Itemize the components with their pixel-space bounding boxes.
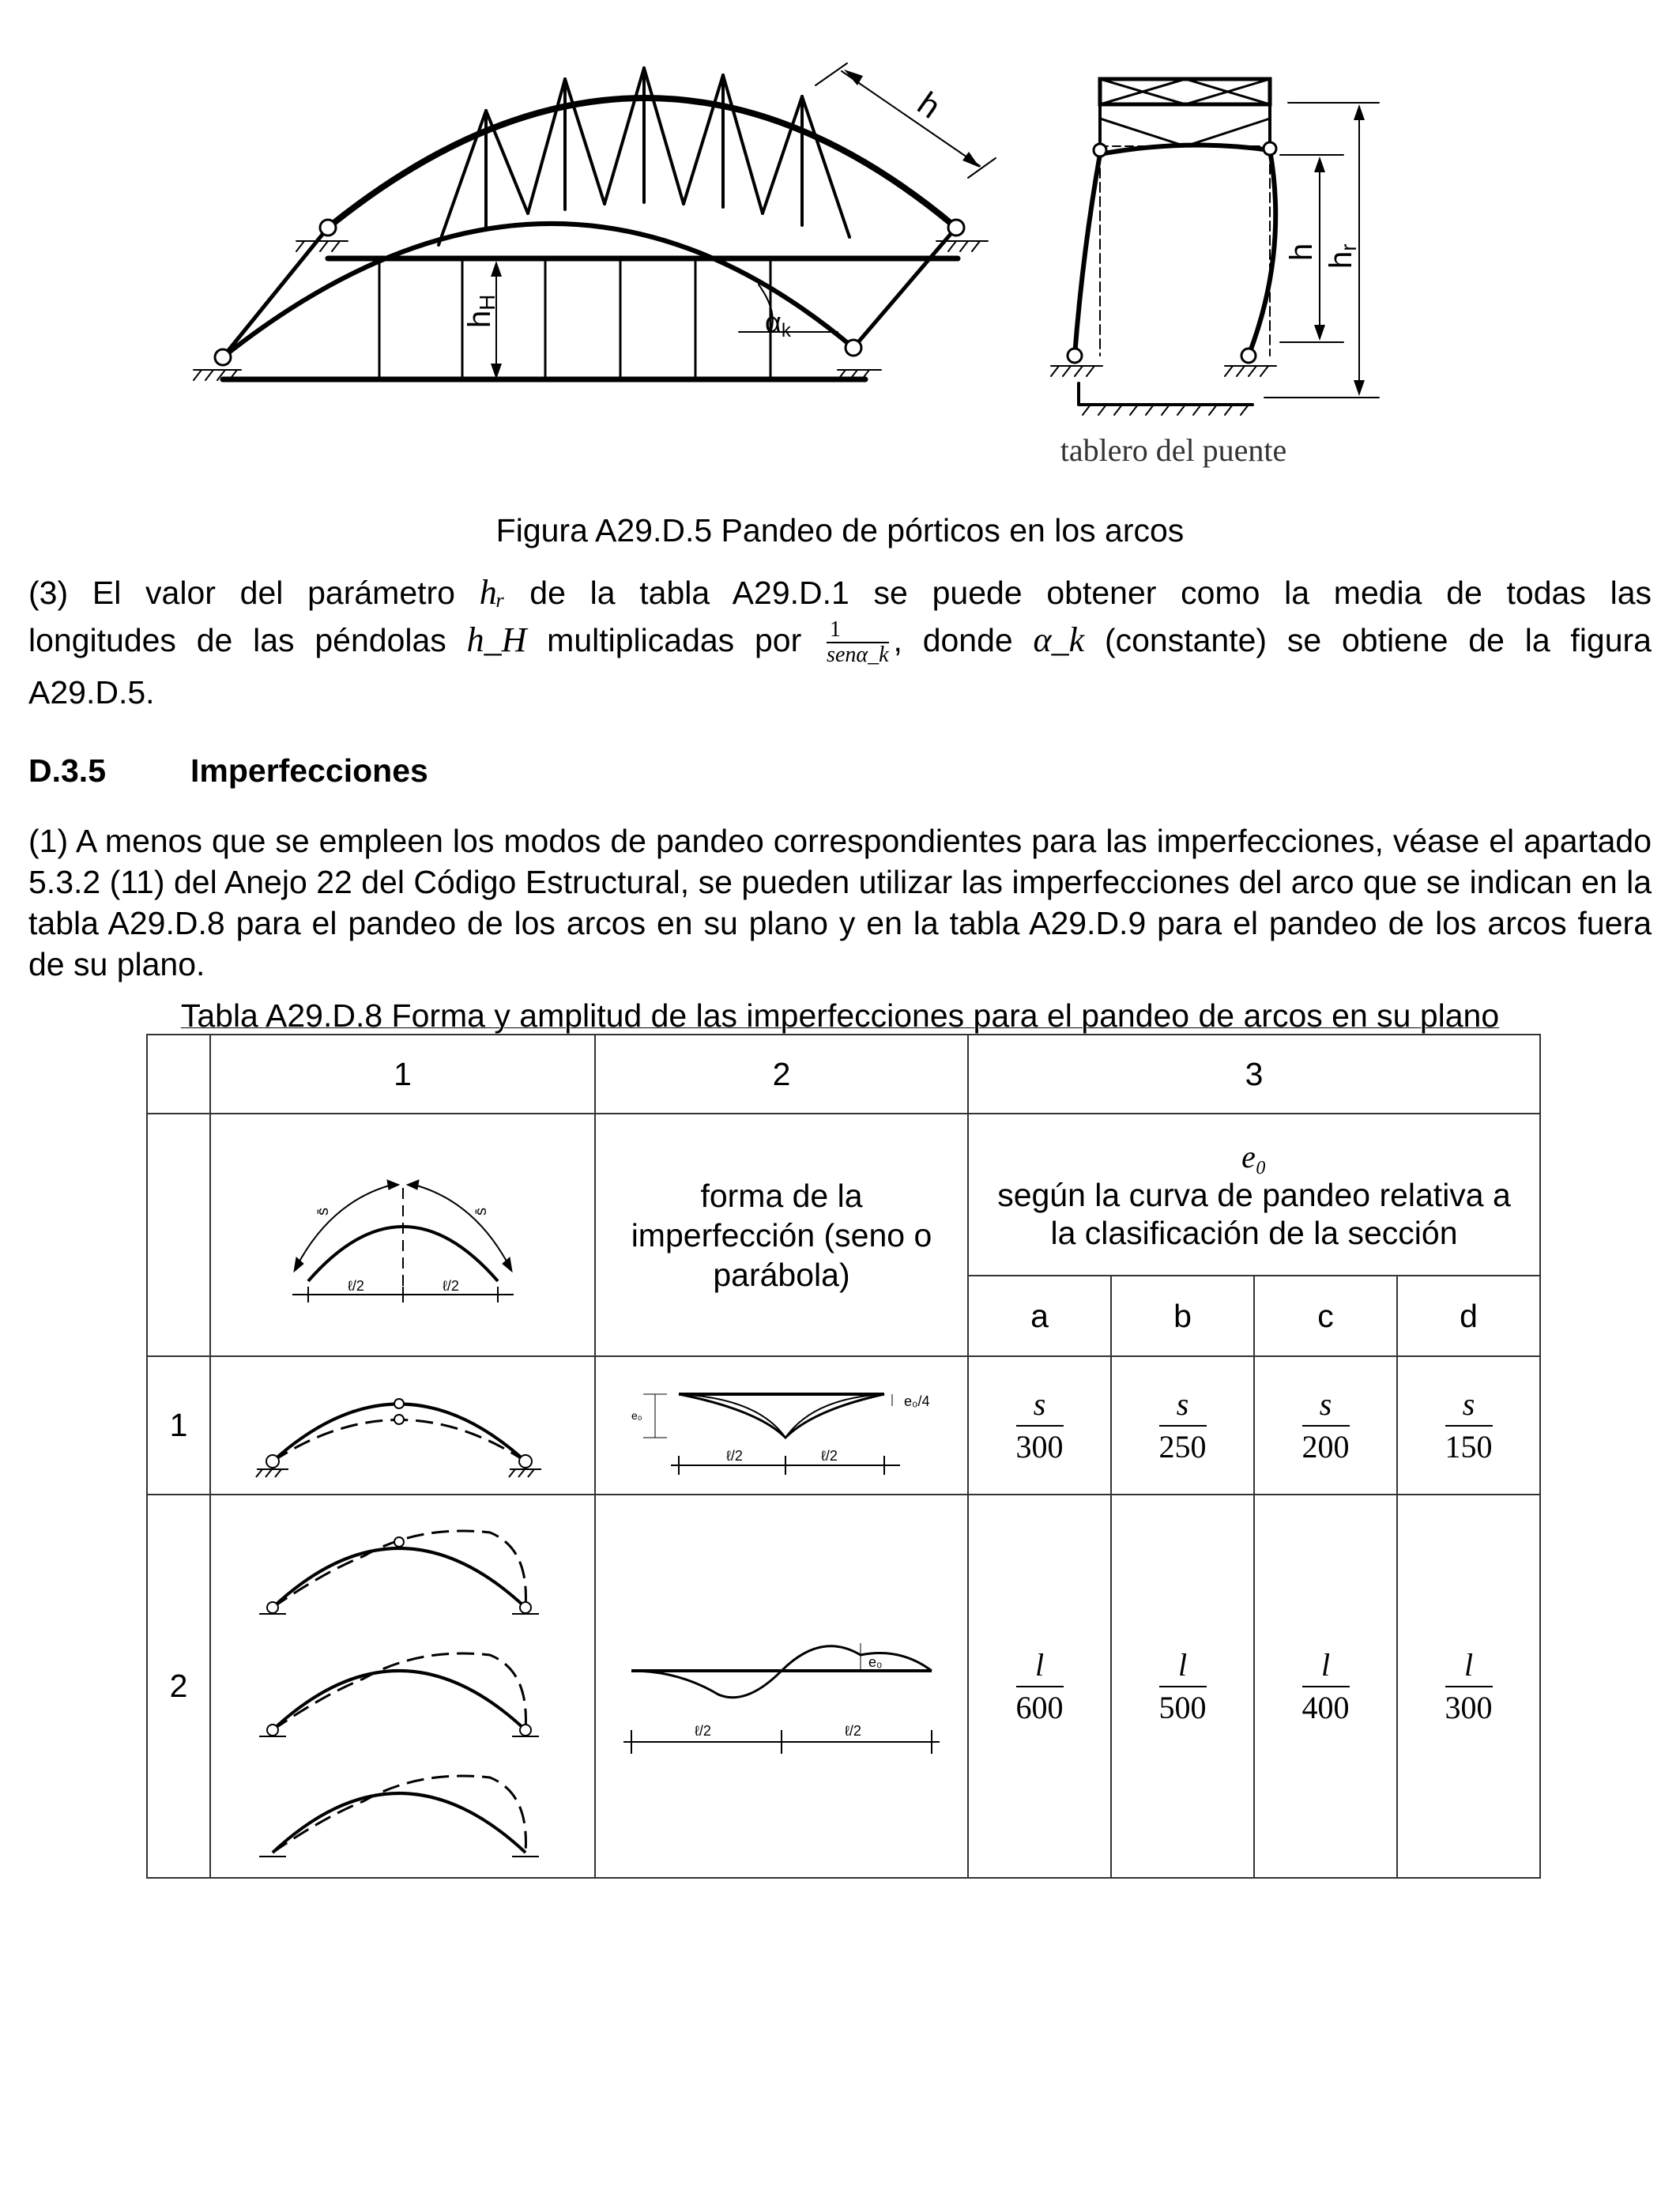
imperfections-table <box>146 1034 1541 1879</box>
figure-caption: Figura A29.D.5 Pandeo de pórticos en los arcos <box>495 512 1185 548</box>
antisymmetric-imperfection-diagrams <box>210 1495 595 1878</box>
svg-text:ℓ/2: ℓ/2 <box>821 1447 838 1464</box>
section-title: Imperfecciones <box>190 752 428 789</box>
value-cell: $\frac{l}{400}$ <box>1254 1495 1397 1878</box>
label-h-arch: h <box>910 84 947 126</box>
value-cell: $\frac{l}{500}$ <box>1111 1495 1254 1878</box>
symmetric-imperfection-diagram <box>210 1356 595 1495</box>
svg-text:ℓ/2: ℓ/2 <box>726 1447 743 1464</box>
svg-text:s̄: s̄ <box>314 1207 332 1216</box>
svg-text:ℓ/2: ℓ/2 <box>442 1277 459 1294</box>
svg-text:hr: hr <box>1324 243 1361 269</box>
shape-header: forma de la imperfección (seno o parábola) <box>595 1114 968 1356</box>
value-cell: $\frac{s}{200}$ <box>1254 1356 1397 1495</box>
col-header-1: 1 <box>210 1035 595 1114</box>
svg-text:e₀: e₀ <box>631 1408 642 1422</box>
e0-header <box>968 1114 1540 1276</box>
col-header-2: 2 <box>595 1035 968 1114</box>
section-heading <box>28 752 428 790</box>
value-cell: $\frac{l}{300}$ <box>1397 1495 1540 1878</box>
svg-text:e₀/4: e₀/4 <box>904 1393 930 1409</box>
antisymmetric-shape-diagram <box>595 1495 968 1878</box>
table-row <box>147 1495 1540 1878</box>
fraction-1-sin-alpha: $\frac{1}{\text{senα\_k}}$ <box>827 617 889 667</box>
arch-geometry-diagram <box>210 1114 595 1356</box>
curve-a: a <box>968 1276 1111 1356</box>
paragraph-1: (1) A menos que se empleen los modos de pandeo correspondientes para las imperfecciones, véase el apartado 5.3.2 (11) del Anejo 22 del Código Estructural, se pueden utilizar las imperfecciones del arco que se indican en la tabla A29.D.8 para el pandeo de los arcos en su plano y en la tabla A29.D.9 para el pandeo de los arcos fuera de su plano. <box>28 823 1652 982</box>
curve-c: c <box>1254 1276 1397 1356</box>
value-cell: $\frac{l}{600}$ <box>968 1495 1111 1878</box>
curve-d: d <box>1397 1276 1540 1356</box>
label-hr <box>1324 243 1361 269</box>
value-cell: $\frac{s}{150}$ <box>1397 1356 1540 1495</box>
table-caption: Tabla A29.D.8 Forma y amplitud de las imperfecciones para el pandeo de arcos en su plano <box>180 997 1500 1034</box>
svg-text:s̄: s̄ <box>472 1207 490 1216</box>
symmetric-shape-diagram <box>595 1356 968 1495</box>
e0-symbol: e₀ <box>1241 1138 1267 1174</box>
paragraph-3: (3) El valor del parámetro hᵣ de la tabla A29.D.1 se puede obtener como la media de todas las longitudes de las péndolas h_H multiplicadas por $\frac{1}{\text{senα\_k}}$ , donde α_k (constante) se obtiene de la figura A29.D.5. <box>28 573 1652 711</box>
header-empty <box>147 1035 210 1114</box>
figure-arch-frame-buckling <box>0 0 1680 506</box>
value-cell: $\frac{s}{300}$ <box>968 1356 1111 1495</box>
svg-text:h: h <box>1284 243 1319 261</box>
svg-text:ℓ/2: ℓ/2 <box>347 1277 364 1294</box>
svg-text:ℓ/2: ℓ/2 <box>695 1722 711 1739</box>
label-alpha-k: αk <box>765 306 791 341</box>
table-row <box>147 1356 1540 1495</box>
svg-text:e₀: e₀ <box>868 1653 883 1670</box>
section-number: D.3.5 <box>28 752 106 789</box>
col-header-3: 3 <box>968 1035 1540 1114</box>
curve-b: b <box>1111 1276 1254 1356</box>
label-hH <box>462 295 499 328</box>
svg-text:ℓ/2: ℓ/2 <box>845 1722 861 1739</box>
label-h-right <box>1284 243 1319 261</box>
svg-text:hH: hH <box>462 294 499 328</box>
value-cell: $\frac{s}{250}$ <box>1111 1356 1254 1495</box>
label-deck: tablero del puente <box>1060 432 1287 468</box>
row-label: 2 <box>147 1495 210 1878</box>
row-label: 1 <box>147 1356 210 1495</box>
e0-description: según la curva de pandeo relativa a la clasificación de la sección <box>997 1176 1511 1251</box>
